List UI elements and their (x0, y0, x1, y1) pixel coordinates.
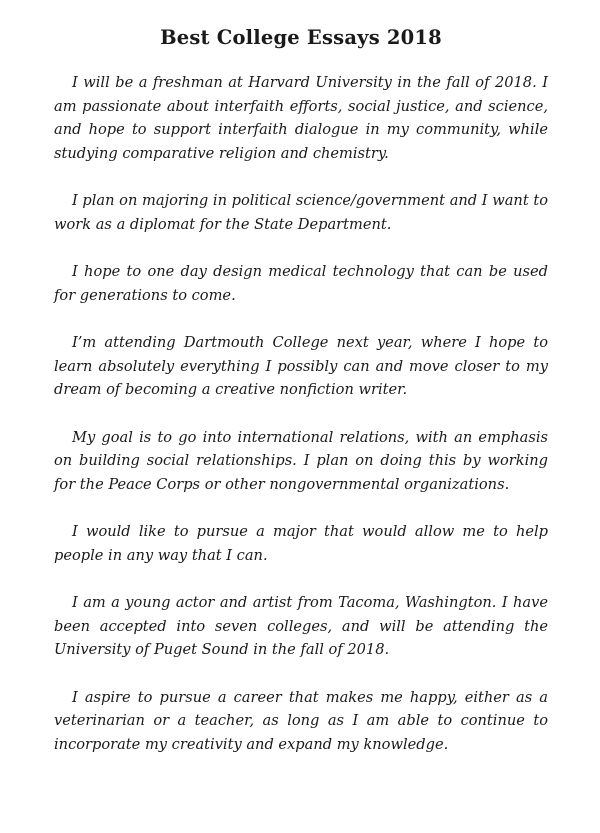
essay-paragraph-2: I plan on majoring in political science/government and I want to work as a diplomat for the State Department. (54, 192, 548, 233)
essay-paragraph-8: I aspire to pursue a career that makes me happy, either as a veterinarian or a teacher, as long as I am able to continue to incorporate my creativity and expand my knowledge. (54, 688, 548, 753)
essay-paragraph-7: I am a young actor and artist from Tacoma, Washington. I have been accepted into seven colleges, and will be attending the University of Puget Sound in the fall of 2018. (54, 594, 548, 658)
essay-paragraph-6: I would like to pursue a major that would allow me to help people in any way that I can. (54, 523, 548, 564)
essay-paragraph-4: I’m attending Dartmouth College next year, where I hope to learn absolutely everything I possibly can and move closer to my dream of becoming a creative nonfiction writer. (54, 334, 548, 398)
essay-paragraph-3: I hope to one day design medical technology that can be used for generations to come. (54, 263, 548, 304)
essay-paragraph-1: I will be a freshman at Harvard University in the fall of 2018. I am passionate about interfaith efforts, social justice, and science, and hope to support interfaith dialogue in my community, while studying comparative religion and chemistry. (54, 74, 548, 162)
page-title: Best College Essays 2018 (160, 26, 442, 49)
essay-paragraph-5: My goal is to go into international relations, with an emphasis on building social relationships. I plan on doing this by working for the Peace Corps or other nongovernmental organizations. (54, 428, 548, 493)
